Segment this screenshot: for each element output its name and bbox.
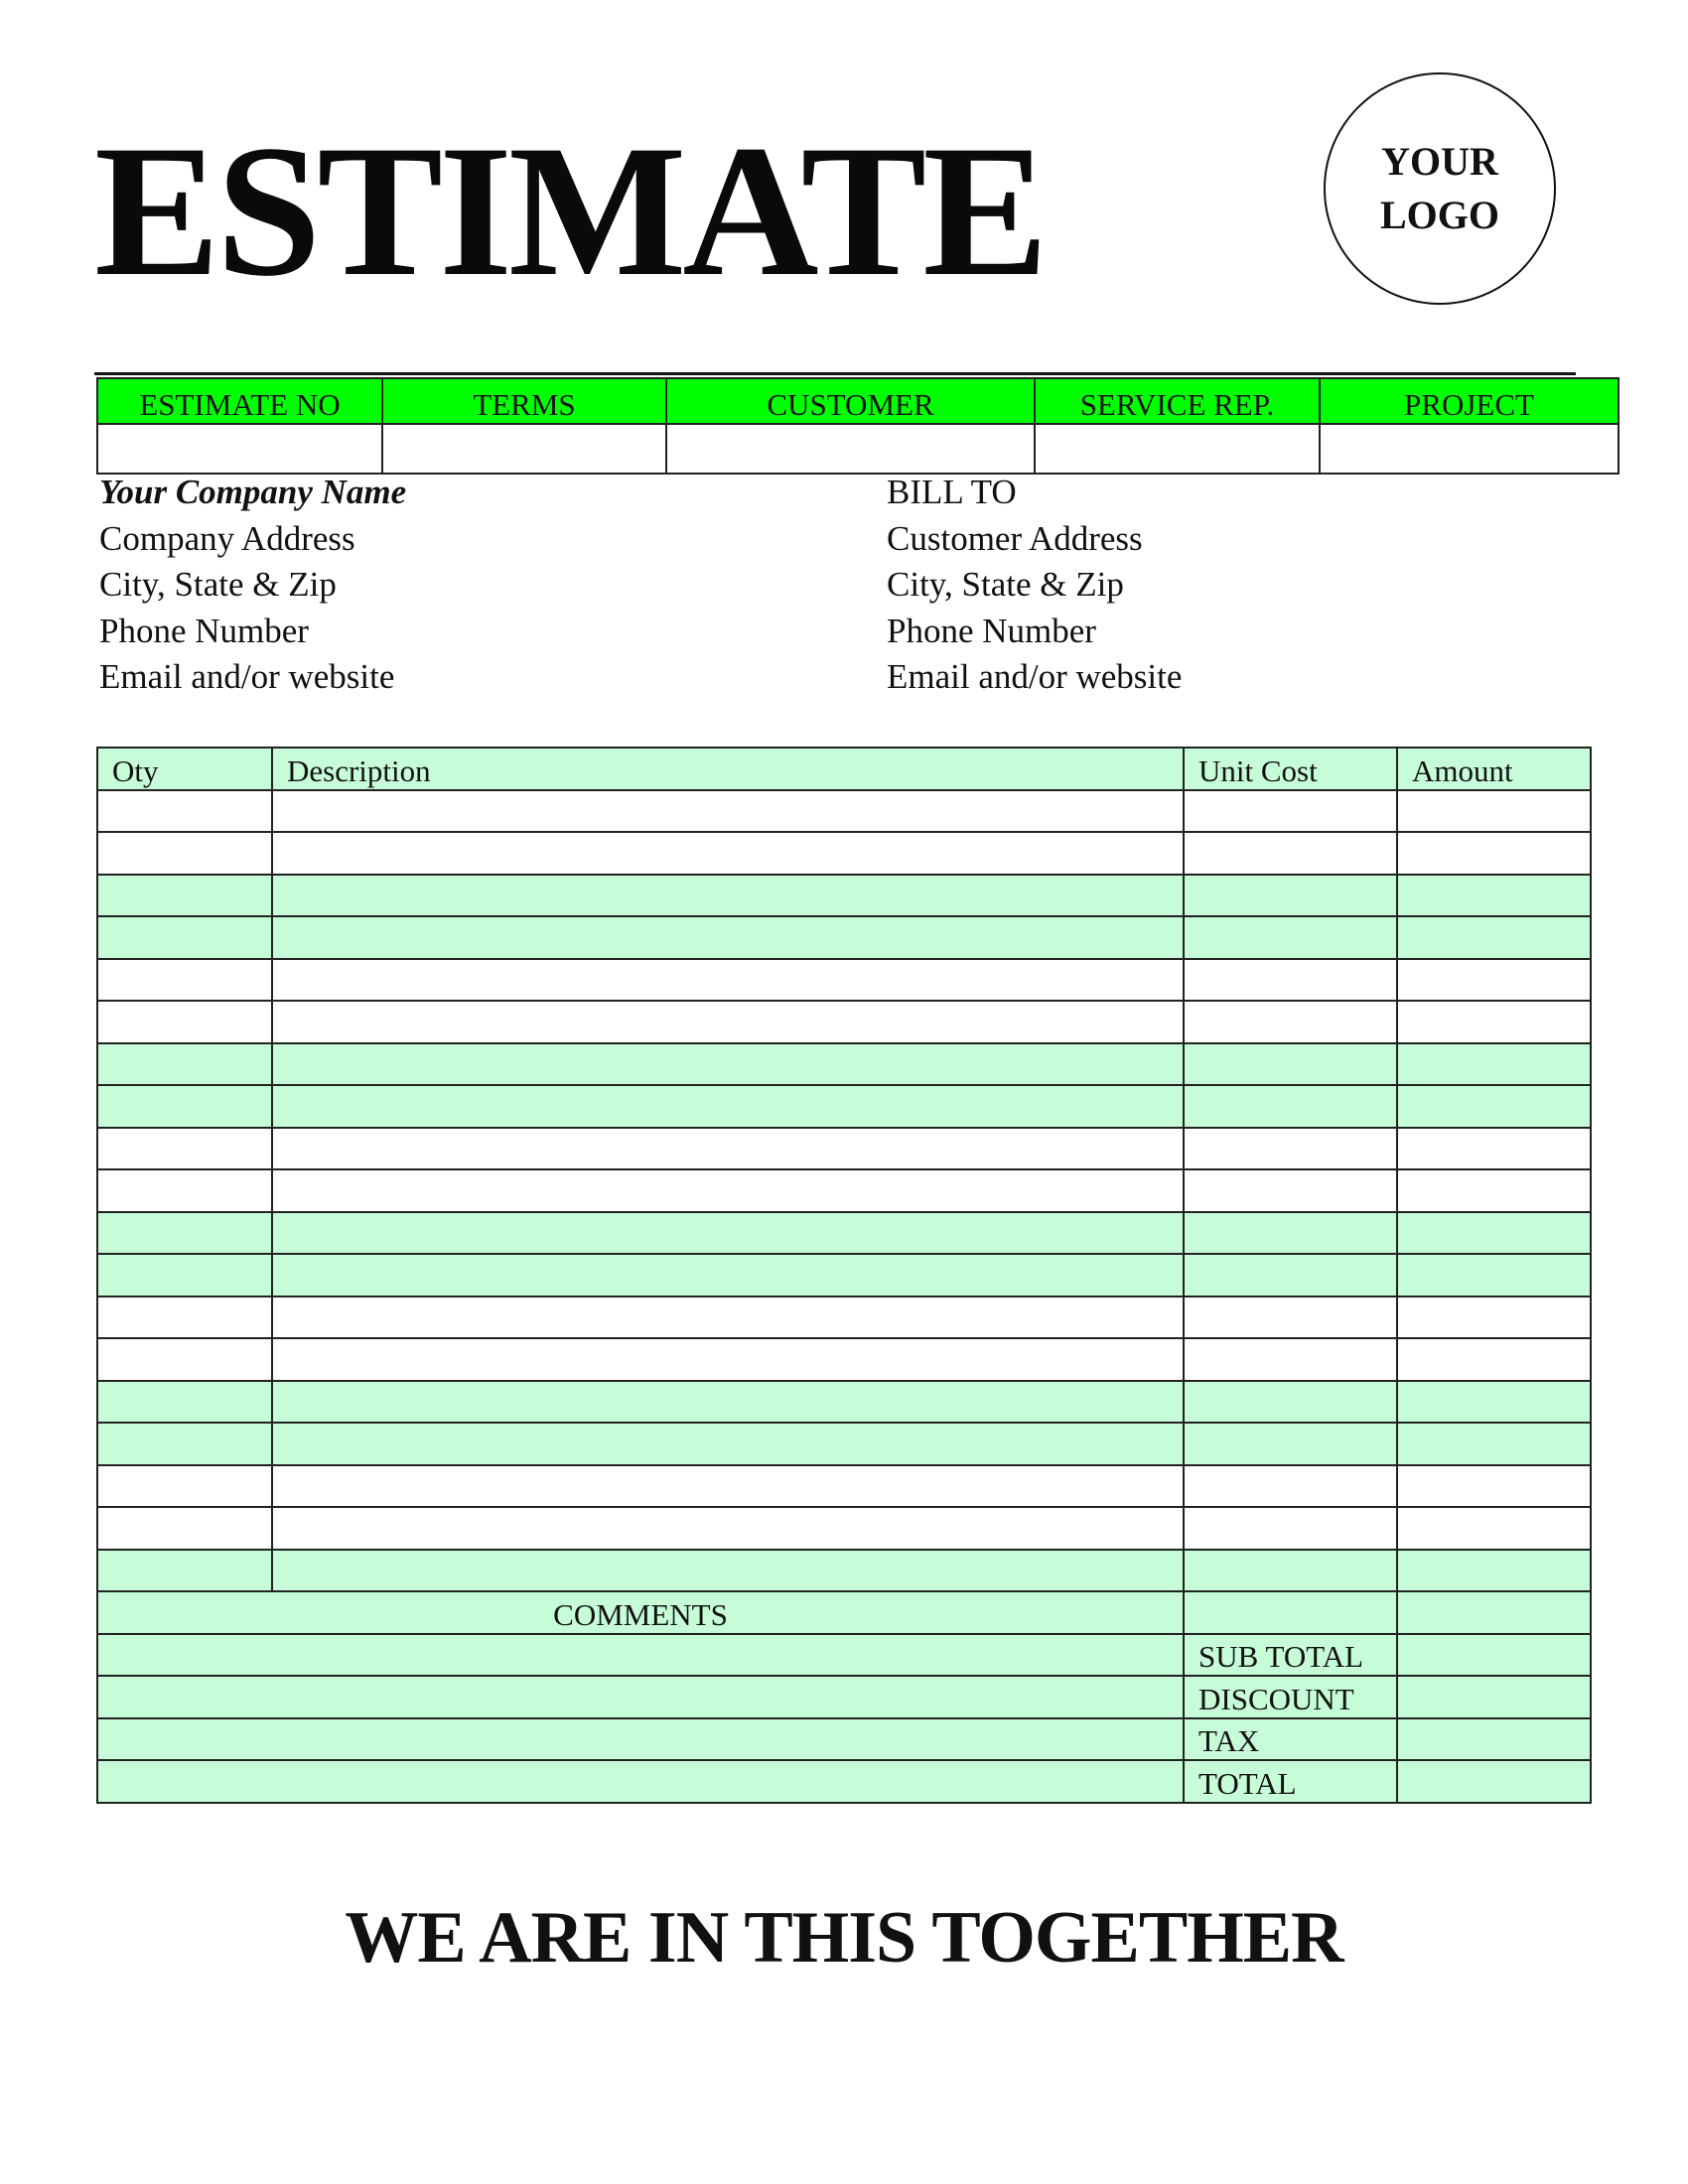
tax-label: TAX [1184,1718,1397,1761]
service-rep-field[interactable] [1035,424,1320,474]
description-cell[interactable] [272,1043,1184,1086]
unit-cost-cell[interactable] [1184,1465,1397,1508]
table-row [97,875,1591,917]
unit-cost-cell[interactable] [1184,1128,1397,1170]
total-field[interactable] [1397,1760,1591,1803]
unit-cost-cell[interactable] [1184,1423,1397,1465]
table-row [97,1423,1591,1465]
unit-cost-cell[interactable] [1184,1212,1397,1255]
description-cell[interactable] [272,1254,1184,1297]
table-row [97,1128,1591,1170]
qty-cell[interactable] [97,1297,272,1339]
company-city: City, State & Zip [99,565,337,604]
meta-header-customer: CUSTOMER [666,378,1035,424]
qty-cell[interactable] [97,1381,272,1424]
customer-field[interactable] [666,424,1035,474]
amount-cell[interactable] [1397,875,1591,917]
customer-email: Email and/or website [887,657,1183,696]
terms-field[interactable] [382,424,666,474]
company-phone: Phone Number [99,611,309,650]
amount-cell[interactable] [1397,1423,1591,1465]
amount-cell[interactable] [1397,1043,1591,1086]
unit-cost-cell[interactable] [1184,790,1397,833]
footer-slogan: WE ARE IN THIS TOGETHER [345,1897,1343,1979]
qty-cell[interactable] [97,875,272,917]
description-cell[interactable] [272,1338,1184,1381]
amount-cell[interactable] [1397,959,1591,1002]
bill-to-block [887,470,1182,701]
qty-cell[interactable] [97,1550,272,1592]
description-cell[interactable] [272,790,1184,833]
table-row [97,1254,1591,1297]
unit-cost-cell[interactable] [1184,1085,1397,1128]
comments-field-1[interactable] [97,1634,1184,1677]
table-row [97,832,1591,875]
amount-header: Amount [1397,748,1591,790]
amount-cell[interactable] [1397,916,1591,959]
customer-city: City, State & Zip [887,565,1124,604]
qty-cell[interactable] [97,1001,272,1043]
qty-cell[interactable] [97,959,272,1002]
page-title: ESTIMATE [94,107,1045,316]
description-cell[interactable] [272,1297,1184,1339]
table-row [97,916,1591,959]
description-cell[interactable] [272,1550,1184,1592]
description-cell[interactable] [272,1465,1184,1508]
description-cell[interactable] [272,832,1184,875]
bill-to-heading: BILL TO [887,473,1017,511]
table-row [97,1550,1591,1592]
description-cell[interactable] [272,1169,1184,1212]
discount-label: DISCOUNT [1184,1676,1397,1718]
tax-field[interactable] [1397,1718,1591,1761]
company-address: Company Address [99,518,355,558]
table-row [97,1085,1591,1128]
description-cell[interactable] [272,1212,1184,1255]
table-row [97,1169,1591,1212]
comments-field-4[interactable] [97,1760,1184,1803]
meta-header-service-rep: SERVICE REP. [1035,378,1320,424]
qty-cell[interactable] [97,1212,272,1255]
unit-cost-header: Unit Cost [1184,748,1397,790]
description-cell[interactable] [272,1507,1184,1550]
logo-line-1: YOUR [1381,139,1498,184]
amount-cell[interactable] [1397,1254,1591,1297]
description-cell[interactable] [272,1381,1184,1424]
amount-cell[interactable] [1397,1338,1591,1381]
header-rule [94,372,1576,375]
amount-cell[interactable] [1397,832,1591,875]
amount-cell[interactable] [1397,1465,1591,1508]
tax-row [97,1718,1591,1761]
unit-cost-cell[interactable] [1184,1507,1397,1550]
table-row [97,790,1591,833]
amount-cell[interactable] [1397,1001,1591,1043]
description-cell[interactable] [272,1001,1184,1043]
qty-cell[interactable] [97,1254,272,1297]
unit-cost-cell[interactable] [1184,959,1397,1002]
qty-header: Oty [97,748,272,790]
table-row [97,1297,1591,1339]
table-row [97,1043,1591,1086]
customer-phone: Phone Number [887,611,1096,650]
description-cell[interactable] [272,1085,1184,1128]
table-row [97,1465,1591,1508]
unit-cost-cell[interactable] [1184,1297,1397,1339]
qty-cell[interactable] [97,1085,272,1128]
customer-address: Customer Address [887,518,1143,558]
comments-label: COMMENTS [97,1591,1184,1634]
comments-amount-cell [1397,1591,1591,1634]
unit-cost-cell[interactable] [1184,1550,1397,1592]
unit-cost-cell[interactable] [1184,875,1397,917]
unit-cost-cell[interactable] [1184,916,1397,959]
comments-field-3[interactable] [97,1718,1184,1761]
amount-cell[interactable] [1397,1212,1591,1255]
amount-cell[interactable] [1397,1085,1591,1128]
qty-cell[interactable] [97,1169,272,1212]
unit-cost-cell[interactable] [1184,1169,1397,1212]
meta-header-estimate-no: ESTIMATE NO [97,378,382,424]
unit-cost-cell[interactable] [1184,1001,1397,1043]
amount-cell[interactable] [1397,1169,1591,1212]
description-cell[interactable] [272,1128,1184,1170]
from-address-block [99,470,406,701]
amount-cell[interactable] [1397,1550,1591,1592]
qty-cell[interactable] [97,1338,272,1381]
qty-cell[interactable] [97,1128,272,1170]
estimate-no-field[interactable] [97,424,382,474]
description-header: Description [272,748,1184,790]
subtotal-row [97,1634,1591,1677]
description-cell[interactable] [272,959,1184,1002]
company-email: Email and/or website [99,657,395,696]
logo-line-2: LOGO [1379,193,1500,237]
table-row [97,1001,1591,1043]
qty-cell[interactable] [97,832,272,875]
total-row [97,1760,1591,1803]
amount-cell[interactable] [1397,1381,1591,1424]
subtotal-label: SUB TOTAL [1184,1634,1397,1677]
meta-header-project: PROJECT [1320,378,1618,424]
table-row [97,1338,1591,1381]
unit-cost-cell[interactable] [1184,1043,1397,1086]
unit-cost-cell[interactable] [1184,1381,1397,1424]
table-row [97,1507,1591,1550]
unit-cost-cell[interactable] [1184,1338,1397,1381]
unit-cost-cell[interactable] [1184,1254,1397,1297]
items-header-row [97,748,1591,790]
qty-cell[interactable] [97,1507,272,1550]
company-name: Your Company Name [99,473,407,511]
qty-cell[interactable] [97,1043,272,1086]
qty-cell[interactable] [97,1423,272,1465]
comments-field-2[interactable] [97,1676,1184,1718]
line-items-table [96,747,1592,1804]
amount-cell[interactable] [1397,1128,1591,1170]
meta-header-terms: TERMS [382,378,666,424]
discount-row [97,1676,1591,1718]
total-label: TOTAL [1184,1760,1397,1803]
subtotal-field[interactable] [1397,1634,1591,1677]
unit-cost-cell[interactable] [1184,832,1397,875]
table-row [97,959,1591,1002]
amount-cell[interactable] [1397,1507,1591,1550]
comments-unit-cell [1184,1591,1397,1634]
table-row [97,1212,1591,1255]
qty-cell[interactable] [97,790,272,833]
description-cell[interactable] [272,916,1184,959]
qty-cell[interactable] [97,1465,272,1508]
amount-cell[interactable] [1397,790,1591,833]
description-cell[interactable] [272,1423,1184,1465]
project-field[interactable] [1320,424,1618,474]
comments-row [97,1591,1591,1634]
table-row [97,1381,1591,1424]
description-cell[interactable] [272,875,1184,917]
logo-placeholder [1324,72,1556,305]
qty-cell[interactable] [97,916,272,959]
amount-cell[interactable] [1397,1297,1591,1339]
estimate-meta-table [96,377,1619,475]
discount-field[interactable] [1397,1676,1591,1718]
